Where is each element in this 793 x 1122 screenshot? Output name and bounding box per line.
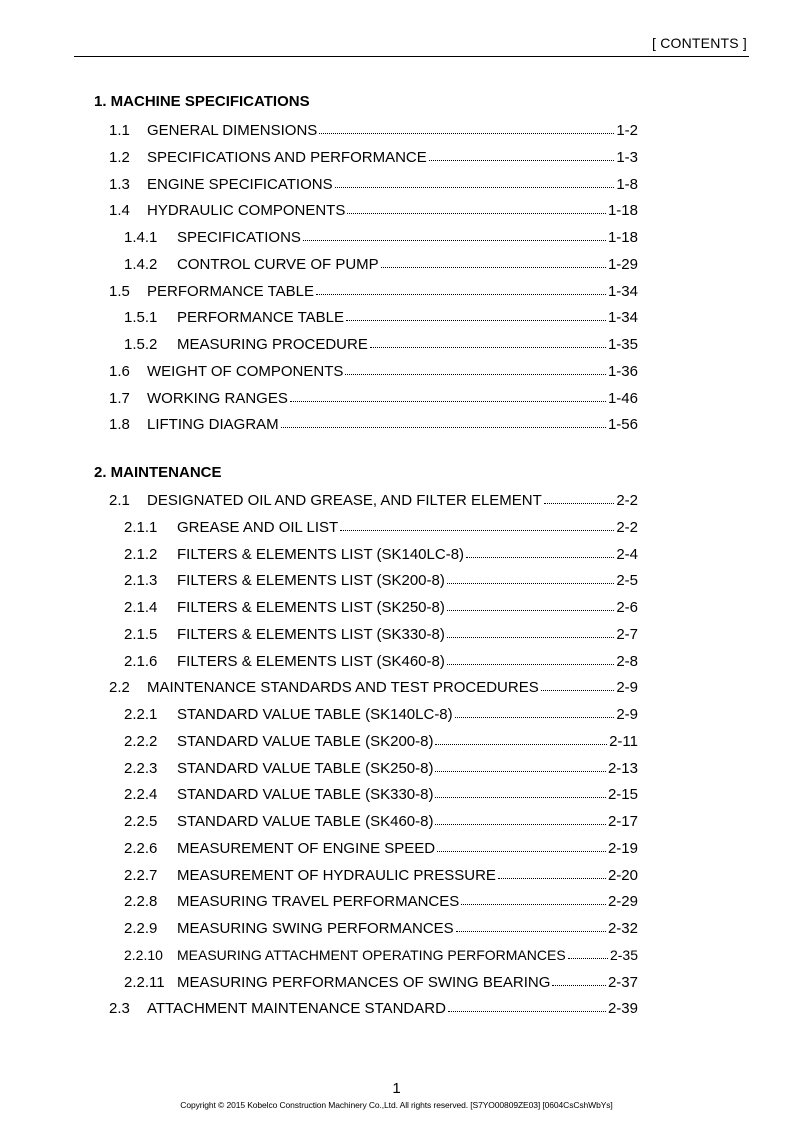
toc-entry-number: 2.2.5 xyxy=(124,813,158,830)
dot-leader xyxy=(552,985,606,986)
toc-entry-title: HYDRAULIC COMPONENTS xyxy=(147,202,346,220)
toc-entry-page: 2-11 xyxy=(609,732,638,750)
dot-leader xyxy=(335,187,615,188)
toc-entry-number: 1.2 xyxy=(109,148,130,166)
toc-entry-title: STANDARD VALUE TABLE (SK250-8) xyxy=(177,759,434,777)
toc-entry-title: MEASUREMENT OF HYDRAULIC PRESSURE xyxy=(177,866,496,884)
toc-entry-title: SPECIFICATIONS AND PERFORMANCE xyxy=(147,148,427,166)
toc-entry-title: WEIGHT OF COMPONENTS xyxy=(147,362,344,380)
toc-entry-title: STANDARD VALUE TABLE (SK140LC-8) xyxy=(177,706,453,723)
toc-entry-page: 1-34 xyxy=(607,309,638,327)
toc-entry[interactable] xyxy=(124,256,638,273)
toc-entry-page: 2-35 xyxy=(609,946,638,963)
toc-entry-number: 2.2.6 xyxy=(124,839,158,857)
header-rule xyxy=(74,56,749,57)
toc-entry-title: GENERAL DIMENSIONS xyxy=(147,122,318,139)
toc-entry-number: 2.2.2 xyxy=(124,732,158,750)
toc-entry-number: 1.4 xyxy=(109,202,130,220)
dot-leader xyxy=(437,851,606,852)
toc-entry-page: 2-8 xyxy=(616,652,638,670)
toc-entry-title: SPECIFICATIONS xyxy=(177,229,301,246)
dot-leader xyxy=(319,133,614,134)
toc-entry-page: 2-15 xyxy=(607,786,638,804)
toc-entry-page: 2-6 xyxy=(616,599,638,616)
dot-leader xyxy=(435,771,605,772)
toc-entry-title: PERFORMANCE TABLE xyxy=(147,282,314,300)
toc-entry[interactable] xyxy=(124,572,638,589)
toc-entry-number: 2.2.10 xyxy=(124,946,163,963)
dot-leader xyxy=(447,610,614,611)
toc-entry-title: FILTERS & ELEMENTS LIST (SK250-8) xyxy=(177,599,445,616)
dot-leader xyxy=(370,347,606,348)
toc-entry-number: 1.5 xyxy=(109,282,130,300)
toc-entry-title: MEASURING TRAVEL PERFORMANCES xyxy=(177,893,460,911)
toc-entry-number: 1.5.2 xyxy=(124,336,158,353)
header-label: [ CONTENTS ] xyxy=(652,35,747,51)
toc-entry-page: 1-2 xyxy=(616,122,638,139)
toc-entry-number: 2.1.6 xyxy=(124,652,158,670)
toc-entry-title: MEASURING SWING PERFORMANCES xyxy=(177,920,454,937)
toc-entry-page: 1-29 xyxy=(607,255,638,273)
toc-entry[interactable] xyxy=(124,947,638,963)
toc-entry-title: WORKING RANGES xyxy=(147,389,288,407)
toc-entry-number: 1.1 xyxy=(109,122,130,139)
toc-entry-title: STANDARD VALUE TABLE (SK200-8) xyxy=(177,732,434,750)
toc-entry[interactable] xyxy=(124,893,638,910)
toc-entry-title: LIFTING DIAGRAM xyxy=(147,416,279,434)
toc-entry[interactable] xyxy=(124,653,638,670)
toc-entry-page: 1-36 xyxy=(607,362,638,380)
toc-entry-title: MEASURING PERFORMANCES OF SWING BEARING xyxy=(177,973,551,991)
toc-entry-page: 2-2 xyxy=(616,492,638,509)
toc-entry-page: 2-9 xyxy=(616,706,638,723)
toc-entry-number: 2.2.1 xyxy=(124,706,158,723)
toc-entry-number: 2.1.2 xyxy=(124,545,158,563)
toc-entry[interactable] xyxy=(124,867,638,884)
toc-entry-number: 1.5.1 xyxy=(124,309,158,327)
toc-entry-page: 2-29 xyxy=(607,893,638,911)
toc-entry[interactable] xyxy=(109,122,638,139)
toc-entry-page: 1-3 xyxy=(616,148,638,166)
toc-entry[interactable] xyxy=(124,813,638,830)
dot-leader xyxy=(340,530,614,531)
dot-leader xyxy=(347,213,606,214)
toc-entry-page: 1-8 xyxy=(616,175,638,193)
toc-entry-page: 1-35 xyxy=(607,336,638,353)
toc-entry[interactable] xyxy=(109,202,638,219)
toc-entry[interactable] xyxy=(124,974,638,991)
dot-leader xyxy=(290,401,606,402)
toc-entry[interactable] xyxy=(109,492,638,509)
dot-leader xyxy=(435,797,605,798)
section-heading: 2. MAINTENANCE xyxy=(94,464,222,481)
toc-entry-number: 1.4.2 xyxy=(124,255,158,273)
toc-entry-page: 1-18 xyxy=(607,202,638,220)
toc-entry-number: 2.2.4 xyxy=(124,786,158,804)
toc-entry[interactable] xyxy=(124,733,638,750)
toc-entry-number: 1.8 xyxy=(109,416,130,434)
toc-entry[interactable] xyxy=(109,416,638,433)
dot-leader xyxy=(447,583,614,584)
toc-entry-title: FILTERS & ELEMENTS LIST (SK460-8) xyxy=(177,652,445,670)
toc-entry-title: MEASUREMENT OF ENGINE SPEED xyxy=(177,839,436,857)
toc-entry[interactable] xyxy=(109,390,638,407)
toc-entry-number: 2.1.4 xyxy=(124,599,158,616)
toc-entry[interactable] xyxy=(109,176,638,193)
toc-entry-number: 1.7 xyxy=(109,389,130,407)
dot-leader xyxy=(455,717,615,718)
toc-entry-page: 2-7 xyxy=(616,625,638,643)
toc-entry-number: 1.6 xyxy=(109,362,130,380)
toc-entry-title: STANDARD VALUE TABLE (SK460-8) xyxy=(177,813,434,830)
toc-entry[interactable] xyxy=(124,519,638,536)
toc-entry-page: 2-20 xyxy=(607,866,638,884)
toc-entry[interactable] xyxy=(124,920,638,937)
toc-entry-page: 2-32 xyxy=(607,920,638,937)
toc-entry-page: 2-13 xyxy=(607,759,638,777)
dot-leader xyxy=(466,557,614,558)
toc-entry-page: 1-34 xyxy=(607,282,638,300)
dot-leader xyxy=(498,878,606,879)
toc-entry-page: 2-17 xyxy=(607,813,638,830)
toc-entry-title: FILTERS & ELEMENTS LIST (SK140LC-8) xyxy=(177,545,465,563)
toc-entry[interactable] xyxy=(124,309,638,326)
dot-leader xyxy=(346,320,606,321)
toc-entry[interactable] xyxy=(124,706,638,723)
toc-entry-page: 2-4 xyxy=(616,545,638,563)
toc-entry-page: 2-37 xyxy=(607,973,638,991)
toc-entry-number: 2.2.7 xyxy=(124,866,158,884)
toc-entry-title: MEASURING ATTACHMENT OPERATING PERFORMANCES xyxy=(177,946,566,963)
toc-entry-number: 1.4.1 xyxy=(124,229,158,246)
toc-entry-number: 2.3 xyxy=(109,1000,130,1018)
dot-leader xyxy=(456,931,606,932)
toc-entry-page: 2-5 xyxy=(616,572,638,590)
toc-entry-title: PERFORMANCE TABLE xyxy=(177,309,344,327)
dot-leader xyxy=(461,904,606,905)
toc-entry[interactable] xyxy=(124,336,638,353)
dot-leader xyxy=(303,240,606,241)
toc-entry[interactable] xyxy=(109,1000,638,1017)
toc-entry-number: 2.2.3 xyxy=(124,759,158,777)
toc-entry-page: 1-56 xyxy=(607,416,638,434)
toc-entry-page: 2-9 xyxy=(616,679,638,697)
dot-leader xyxy=(316,294,606,295)
dot-leader xyxy=(568,958,608,959)
toc-entry-title: CONTROL CURVE OF PUMP xyxy=(177,255,379,273)
toc-entry-title: FILTERS & ELEMENTS LIST (SK200-8) xyxy=(177,572,445,590)
copyright-notice: Copyright © 2015 Kobelco Construction Machinery Co.,Ltd. All rights reserved. [S7YO00809ZE03] [0604CsCshWbYs] xyxy=(180,1100,613,1110)
toc-entry-title: DESIGNATED OIL AND GREASE, AND FILTER ELEMENT xyxy=(147,492,542,509)
toc-entry[interactable] xyxy=(124,546,638,563)
toc-entry-page: 1-18 xyxy=(607,229,638,246)
toc-entry[interactable] xyxy=(109,679,638,696)
dot-leader xyxy=(447,637,614,638)
toc-entry-number: 2.2.8 xyxy=(124,893,158,911)
toc-entry-number: 1.3 xyxy=(109,175,130,193)
dot-leader xyxy=(381,267,606,268)
toc-entry-title: ENGINE SPECIFICATIONS xyxy=(147,175,333,193)
dot-leader xyxy=(448,1011,606,1012)
toc-entry-title: FILTERS & ELEMENTS LIST (SK330-8) xyxy=(177,625,445,643)
toc-entry[interactable] xyxy=(109,149,638,166)
toc-entry[interactable] xyxy=(124,229,638,246)
toc-entry[interactable] xyxy=(124,599,638,616)
toc-entry[interactable] xyxy=(124,760,638,777)
dot-leader xyxy=(447,664,614,665)
toc-entry-number: 2.1.1 xyxy=(124,518,158,536)
dot-leader xyxy=(435,824,605,825)
dot-leader xyxy=(281,427,606,428)
toc-entry[interactable] xyxy=(124,786,638,803)
toc-entry-page: 2-19 xyxy=(607,839,638,857)
toc-entry-number: 2.2.11 xyxy=(124,973,165,991)
toc-entry-title: MAINTENANCE STANDARDS AND TEST PROCEDURES xyxy=(147,679,539,697)
dot-leader xyxy=(544,503,615,504)
toc-entry-title: ATTACHMENT MAINTENANCE STANDARD xyxy=(147,1000,446,1018)
toc-entry-title: STANDARD VALUE TABLE (SK330-8) xyxy=(177,786,434,804)
page-number: 1 xyxy=(392,1080,401,1097)
dot-leader xyxy=(429,160,615,161)
toc-entry-number: 2.2 xyxy=(109,679,130,697)
toc-entry[interactable] xyxy=(109,283,638,300)
toc-entry[interactable] xyxy=(109,363,638,380)
dot-leader xyxy=(345,374,606,375)
toc-entry-title: MEASURING PROCEDURE xyxy=(177,336,368,353)
toc-entry-number: 2.1 xyxy=(109,492,130,509)
dot-leader xyxy=(541,690,615,691)
section-heading: 1. MACHINE SPECIFICATIONS xyxy=(94,93,310,110)
toc-entry-page: 2-39 xyxy=(607,1000,638,1018)
toc-entry-title: GREASE AND OIL LIST xyxy=(177,518,339,536)
toc-entry-number: 2.2.9 xyxy=(124,920,158,937)
toc-entry-page: 1-46 xyxy=(607,389,638,407)
dot-leader xyxy=(435,744,607,745)
toc-entry[interactable] xyxy=(124,840,638,857)
toc-entry[interactable] xyxy=(124,626,638,643)
toc-entry-number: 2.1.3 xyxy=(124,572,158,590)
toc-entry-number: 2.1.5 xyxy=(124,625,158,643)
toc-entry-page: 2-2 xyxy=(616,518,638,536)
